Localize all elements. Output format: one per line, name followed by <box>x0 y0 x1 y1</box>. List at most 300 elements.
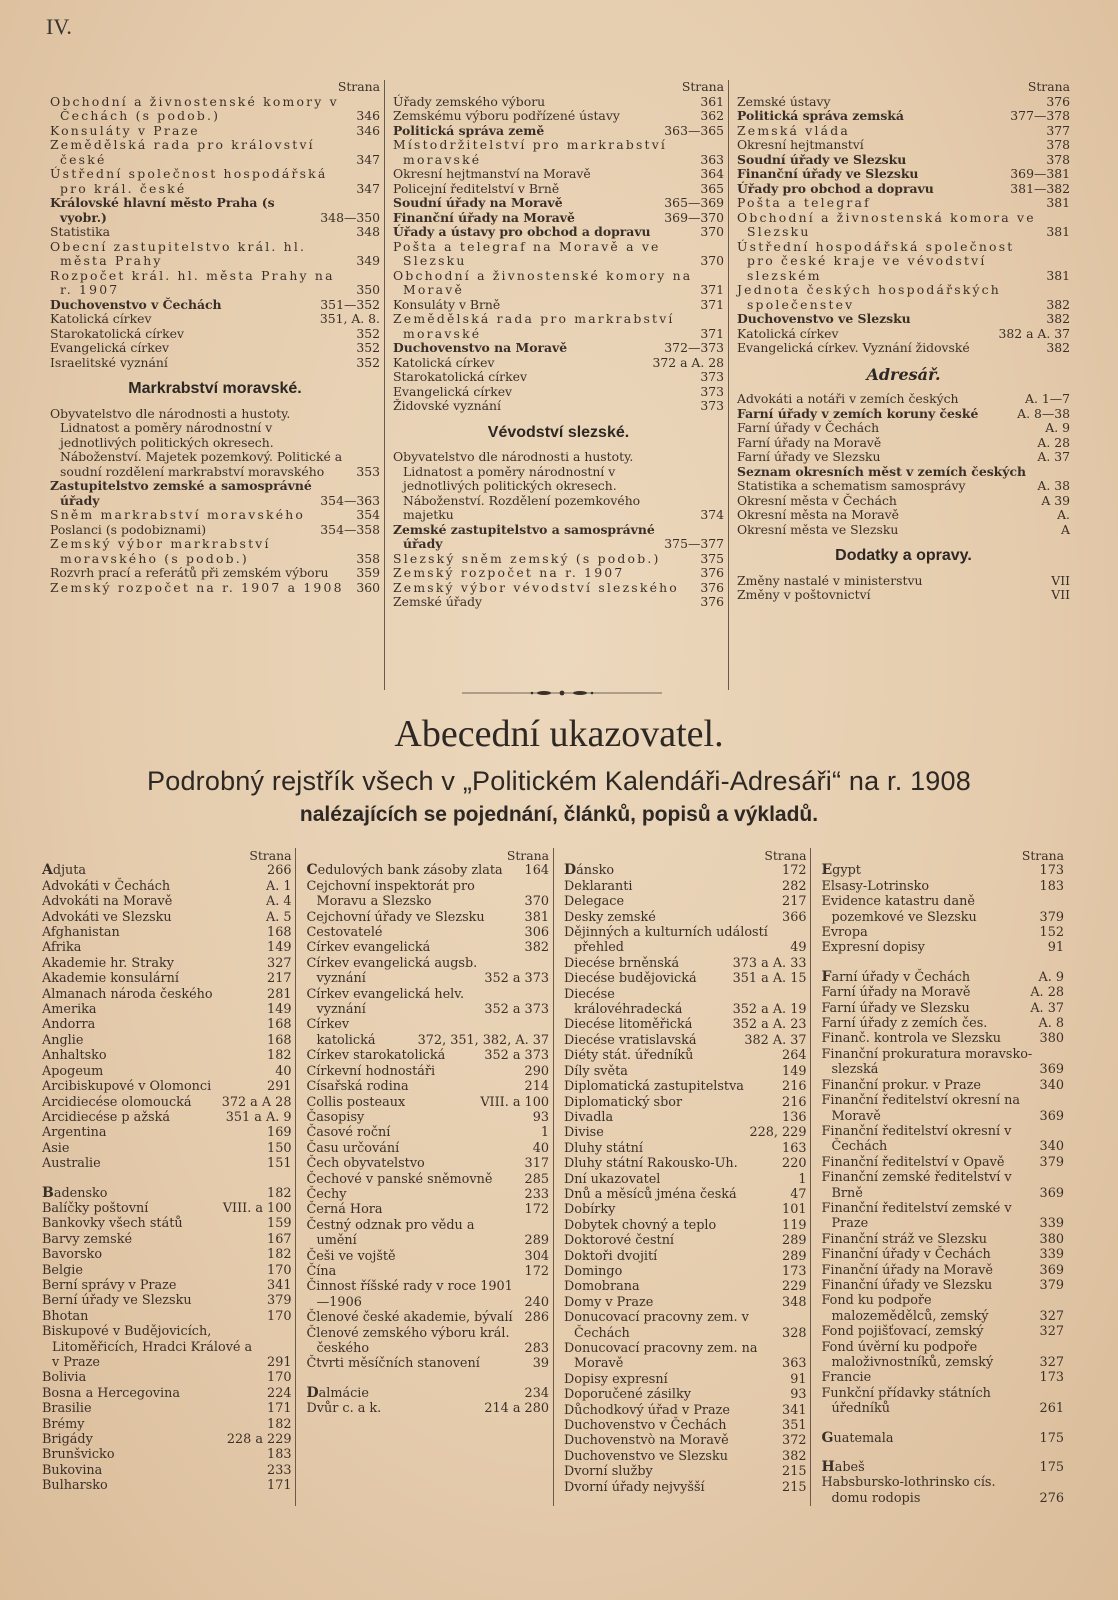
entry-title: Francie <box>821 1370 872 1386</box>
entry-page: A. 8 <box>1038 1016 1064 1032</box>
entry-page: 352 <box>356 354 380 370</box>
entry-title: Farní úřady v zemích koruny české <box>737 405 979 421</box>
index-entry <box>42 894 291 909</box>
index-entry <box>42 1386 291 1401</box>
index-entry <box>821 1340 1064 1371</box>
entry-title: Církev katolická <box>306 1017 376 1048</box>
entry-page: 282 <box>782 878 807 894</box>
entry-page: 382 A. 37 <box>744 1032 807 1048</box>
entry-title: Divise <box>563 1125 604 1141</box>
entry-title: Zemědělská rada pro markrabství moravské <box>393 311 675 341</box>
entry-page: 362 <box>700 108 724 123</box>
entry-page: 217 <box>267 971 292 987</box>
entry-title: Fond pojišťovací, zemský <box>821 1324 984 1340</box>
entry-title: Okresní města na Moravě <box>737 507 900 522</box>
contents-entry <box>50 124 380 139</box>
entry-page: 328 <box>782 1325 807 1341</box>
entry-title: Úřady pro obchod a dopravu <box>737 180 934 196</box>
entry-page: 164 <box>524 863 549 879</box>
entry-page: 341 <box>782 1402 807 1418</box>
entry-page: 283 <box>524 1341 549 1356</box>
contents-entry <box>393 450 724 523</box>
entry-page: 136 <box>782 1109 807 1125</box>
entry-title: Delegace <box>563 894 625 910</box>
letter-gap <box>821 1417 1064 1431</box>
entry-title: Advokáti na Moravě <box>42 894 173 910</box>
entry-page: 40 <box>532 1140 549 1156</box>
entry-page: 47 <box>790 1186 807 1202</box>
index-entry <box>821 1475 1064 1506</box>
entry-title: Diplomatický sbor <box>563 1094 683 1110</box>
entry-page: 317 <box>524 1156 549 1172</box>
entry-page: 372 <box>782 1433 807 1449</box>
strana-header: Strana <box>681 79 724 94</box>
entry-title: Akademie hr. Straky <box>42 955 174 971</box>
entry-title: Rozpočet král. hl. města Prahy na r. 1907 <box>50 267 335 297</box>
index-entry <box>564 987 807 1018</box>
entry-title: Biskupové v Budějovicích, Litoměřicích, Hradci Králové a v Praze <box>42 1324 253 1370</box>
entry-page: 352 a 373 <box>484 971 549 987</box>
index-entry <box>564 1064 807 1079</box>
entry-title: Deklaranti <box>563 878 633 894</box>
entry-page: 149 <box>267 1002 292 1018</box>
entry-page: 289 <box>782 1248 807 1264</box>
index-column <box>38 848 295 1506</box>
index-entry <box>306 956 549 987</box>
entry-page: 327 <box>1039 1308 1064 1324</box>
entry-page: 371 <box>700 282 724 297</box>
entry-title: Změny nastalé v ministerstvu <box>737 572 923 588</box>
entry-page: 350 <box>356 282 380 297</box>
entry-page: 376 <box>700 579 724 595</box>
contents-entry <box>737 523 1070 538</box>
entry-page: 369 <box>1039 1108 1064 1124</box>
entry-title: Diecése brněnská <box>563 955 680 971</box>
contents-entry <box>737 283 1070 312</box>
entry-title: Egypt <box>821 862 861 879</box>
index-entry <box>821 1001 1064 1016</box>
index-entry <box>564 1202 807 1217</box>
index-entry <box>564 1187 807 1202</box>
entry-title: Donucovací pracovny zem. na Moravě <box>563 1341 758 1372</box>
index-entry <box>306 1156 549 1171</box>
index-entry <box>42 1110 291 1125</box>
index-entry <box>564 1264 807 1279</box>
entry-title: Církevní hodnostáři <box>306 1063 436 1079</box>
entry-page: 370 <box>700 224 724 239</box>
contents-entry <box>393 196 724 211</box>
entry-page: 93 <box>790 1387 807 1403</box>
strana-header: Strana <box>1027 79 1070 94</box>
entry-title: Diecése litoměřická <box>563 1017 693 1033</box>
entry-page: 183 <box>267 1447 292 1463</box>
entry-page: 183 <box>1039 878 1064 894</box>
strana-header: Strana <box>506 848 549 863</box>
index-entry <box>821 925 1064 940</box>
entry-title: Úřady zemského výboru <box>393 93 546 109</box>
index-entry <box>821 1278 1064 1293</box>
contents-entry <box>50 138 380 167</box>
entry-title: Zastupitelstvo zemské a samosprávné úřady <box>50 478 312 508</box>
entry-page: 351—352 <box>320 296 380 312</box>
entry-title: Farní úřady ve Slezsku <box>821 1000 970 1016</box>
entry-page: 215 <box>782 1464 807 1480</box>
entry-page: 152 <box>1039 925 1064 941</box>
index-column <box>810 848 1068 1506</box>
entry-page: 1 <box>798 1171 807 1187</box>
entry-title: Finanční ředitelství v Opavě <box>821 1154 1005 1170</box>
entry-page: 378 <box>1046 151 1070 167</box>
index-entry <box>564 1403 807 1418</box>
entry-title: Změny v poštovnictví <box>737 587 871 602</box>
entry-title: Apogeum <box>42 1063 104 1079</box>
index-entry <box>306 1187 549 1202</box>
contents-entry <box>393 370 724 385</box>
entry-page: A. 28 <box>1037 434 1070 450</box>
entry-title: Politická správa zemská <box>737 108 904 123</box>
index-entry <box>564 1233 807 1248</box>
entry-title: Dějinných a kulturních událostí přehled <box>563 925 768 956</box>
entry-page: VII <box>1051 587 1070 602</box>
entry-page: 380 <box>1039 1031 1064 1047</box>
entry-title: Diéty stát. úředníků <box>563 1048 694 1064</box>
entry-page: 365 <box>700 180 724 196</box>
entry-title: Doktorové čestní <box>563 1233 675 1249</box>
entry-title: Bulharsko <box>42 1478 108 1494</box>
index-entry <box>42 1216 291 1231</box>
entry-page: 173 <box>1039 863 1064 879</box>
entry-page: 233 <box>524 1186 549 1202</box>
index-entry <box>42 1370 291 1385</box>
entry-title: Farní úřady na Moravě <box>737 434 882 450</box>
entry-page: 289 <box>782 1233 807 1249</box>
entry-page: 381 <box>1046 224 1070 239</box>
contents-entry <box>50 508 380 523</box>
entry-title: Evangelická církev <box>393 383 513 399</box>
entry-page: 150 <box>267 1140 292 1156</box>
entry-title: Finanč. kontrola ve Slezsku <box>821 1031 1001 1047</box>
entry-title: Finanční úřady ve Slezsku <box>821 1277 993 1293</box>
entry-page: 149 <box>782 1063 807 1079</box>
contents-entry <box>737 167 1070 182</box>
index-entry <box>306 1264 549 1279</box>
entry-title: Duchovenstvo ve Slezsku <box>737 311 911 326</box>
entry-page: 168 <box>267 925 292 941</box>
entry-page: 351, A. 8. <box>319 311 380 326</box>
entry-page: 233 <box>267 1462 292 1478</box>
entry-page: 340 <box>1039 1077 1064 1093</box>
entry-title: Zemědělská rada pro království české <box>50 137 315 167</box>
index-entry <box>42 1263 291 1278</box>
entry-page: 276 <box>1039 1490 1064 1506</box>
strana-header: Strana <box>337 79 380 94</box>
index-entry <box>821 894 1064 925</box>
entry-page: 382 a A. 37 <box>998 325 1070 341</box>
section-heading: Adresář. <box>866 364 941 384</box>
index-entry <box>564 879 807 894</box>
entry-page: 379 <box>267 1293 292 1309</box>
entry-page: 228, 229 <box>749 1125 807 1141</box>
index-entry <box>821 1078 1064 1093</box>
index-entry <box>306 940 549 955</box>
entry-title: Brigády <box>42 1432 93 1448</box>
entry-page: 304 <box>524 1248 549 1264</box>
entry-title: Čech obyvatelstvo <box>306 1156 425 1172</box>
entry-title: Statistika a schematism samosprávy <box>737 478 966 493</box>
entry-title: Diecése vratislavská <box>563 1032 697 1048</box>
entry-page: 376 <box>700 594 724 609</box>
entry-page: 377 <box>1046 122 1070 138</box>
entry-page: A. 38 <box>1037 478 1070 493</box>
entry-page: 352 a 373 <box>484 1048 549 1064</box>
entry-title: Finanční úřady na Moravě <box>393 209 575 225</box>
entry-page: A. 1—7 <box>1025 391 1070 406</box>
entry-page: A. 28 <box>1030 985 1064 1001</box>
contents-entry <box>50 537 380 566</box>
contents-entry <box>737 574 1070 589</box>
entry-page: 170 <box>267 1308 292 1324</box>
entry-page: 373 <box>700 383 724 399</box>
contents-entry <box>737 341 1070 356</box>
entry-page: 352 <box>356 340 380 355</box>
entry-title: Divadla <box>563 1109 614 1125</box>
index-entry <box>42 940 291 955</box>
entry-page: 351 a A. 15 <box>732 971 807 987</box>
entry-page: 168 <box>267 1032 292 1048</box>
entry-title: Církev evangelická helv. vyznání <box>306 986 465 1018</box>
entry-title: Diecése budějovická <box>563 971 697 987</box>
entry-page: 149 <box>267 940 292 956</box>
letter-gap <box>821 1446 1064 1460</box>
entry-title: Anglie <box>42 1032 84 1048</box>
contents-entry <box>393 182 724 197</box>
entry-page: 352 a 373 <box>484 1002 549 1018</box>
entry-title: Statistika <box>50 224 110 239</box>
index-entry <box>821 1031 1064 1046</box>
entry-title: Časové roční <box>306 1125 391 1141</box>
entry-page: 1 <box>540 1125 549 1141</box>
index-entry <box>306 1310 549 1325</box>
entry-page: 168 <box>267 1017 292 1033</box>
entry-title: Královské hlavní město Praha (s vyobr.) <box>50 195 275 225</box>
contents-entry <box>393 211 724 226</box>
contents-entry <box>737 508 1070 523</box>
entry-title: Okresní města v Čechách <box>737 492 897 508</box>
entry-page: 224 <box>267 1385 292 1401</box>
contents-entry <box>737 450 1070 465</box>
entry-page: 91 <box>790 1371 807 1387</box>
entry-page: 151 <box>267 1156 292 1172</box>
entry-title: Farní úřady ve Slezsku <box>737 449 881 464</box>
entry-title: Asie <box>42 1140 70 1156</box>
entry-page: A. 4 <box>265 894 292 910</box>
index-entry <box>306 1017 549 1048</box>
strana-header: Strana <box>764 848 807 863</box>
entry-page: 339 <box>1039 1247 1064 1263</box>
entry-page: 363 <box>782 1356 807 1372</box>
entry-title: Berní správy v Praze <box>42 1277 177 1293</box>
entry-page: 240 <box>524 1294 549 1310</box>
entry-title: Cejchovní úřady ve Slezsku <box>306 909 485 925</box>
contents-entry <box>737 240 1070 284</box>
contents-entry <box>50 298 380 313</box>
index-entry <box>42 863 291 878</box>
entry-page: 266 <box>267 863 292 879</box>
index-entry <box>306 1356 549 1371</box>
entry-page: 220 <box>782 1156 807 1172</box>
contents-entry <box>737 588 1070 603</box>
entry-title: Bhotan <box>42 1308 89 1324</box>
entry-page: 217 <box>782 894 807 910</box>
contents-entry <box>50 225 380 240</box>
entry-page: A. 9 <box>1038 969 1064 985</box>
index-entry <box>42 1125 291 1140</box>
index-entry <box>42 1048 291 1063</box>
index-column <box>553 848 811 1506</box>
entry-page: 173 <box>782 1263 807 1279</box>
entry-page: 215 <box>782 1479 807 1495</box>
entry-page: A. 9 <box>1045 420 1070 435</box>
letter-gap <box>306 1372 549 1386</box>
index-entry <box>564 1125 807 1140</box>
entry-page: 373 <box>700 398 724 413</box>
entry-page: 376 <box>700 565 724 580</box>
entry-title: Dvůr c. a k. <box>306 1401 382 1417</box>
index-entry <box>42 1293 291 1308</box>
contents-entry <box>393 523 724 552</box>
index-entry <box>821 1324 1064 1339</box>
entry-title: Češi ve vojště <box>306 1248 396 1264</box>
index-entry <box>306 1095 549 1110</box>
index-entry <box>821 1170 1064 1201</box>
index-entry <box>42 1401 291 1416</box>
entry-page: 373 a A. 33 <box>732 955 807 971</box>
entry-page: 285 <box>524 1171 549 1187</box>
entry-title: Zemskému výboru podřízené ústavy <box>393 108 620 123</box>
index-entry <box>306 1110 549 1125</box>
entry-page: 354—358 <box>320 521 380 537</box>
contents-entry <box>737 138 1070 153</box>
entry-title: Habsbursko-lothrinsko cís. domu rodopis <box>821 1475 996 1506</box>
entry-page: 291 <box>267 1079 292 1095</box>
contents-entry <box>393 167 724 182</box>
entry-page: 171 <box>267 1478 292 1494</box>
entry-page: 374 <box>700 507 724 522</box>
entry-page: 286 <box>524 1310 549 1326</box>
entry-title: Členové české akademie, bývalí <box>306 1310 513 1326</box>
entry-title: Doporučené zásilky <box>563 1387 691 1403</box>
entry-title: Finanční prokuratura moravsko-slezská <box>821 1046 1033 1078</box>
ornament-divider <box>462 688 662 698</box>
entry-title: Katolická církev <box>737 325 839 341</box>
entry-page: 381 <box>1046 195 1070 210</box>
contents-entry <box>50 356 380 371</box>
entry-title: Církev evangelická <box>306 940 431 956</box>
entry-title: Berní úřady ve Slezsku <box>42 1293 192 1309</box>
entry-page: 381 <box>1046 267 1070 283</box>
entry-page: 372 a A 28 <box>221 1094 292 1110</box>
index-entry <box>564 1141 807 1156</box>
entry-title: Zemské ústavy <box>737 93 831 109</box>
index-entry <box>42 1324 291 1370</box>
index-entry <box>42 1186 291 1201</box>
contents-entry <box>50 196 380 225</box>
entry-title: Důchodkový úřad v Praze <box>563 1402 730 1418</box>
index-entry <box>564 863 807 878</box>
contents-entry <box>393 595 724 610</box>
index-entry <box>821 1431 1064 1446</box>
entry-page: 359 <box>356 565 380 580</box>
contents-entry <box>50 327 380 342</box>
entry-page: 366 <box>782 909 807 925</box>
entry-page: 182 <box>267 1185 292 1201</box>
entry-page: 182 <box>267 1416 292 1432</box>
entry-title: Finanční úřady na Moravě <box>821 1262 993 1278</box>
entry-title: Brémy <box>42 1416 85 1432</box>
entry-title: Čestný odznak pro vědu a umění <box>306 1217 475 1249</box>
entry-page: 369 <box>1039 1185 1064 1201</box>
index-entry <box>42 1141 291 1156</box>
entry-title: Israelitské vyznání <box>50 354 168 370</box>
entry-title: Funkční přídavky státních úředníků <box>821 1385 991 1417</box>
entry-page: 170 <box>267 1262 292 1278</box>
contents-entry <box>737 196 1070 211</box>
index-entry <box>564 1372 807 1387</box>
entry-title: Času určování <box>306 1140 400 1156</box>
entry-page: A. 37 <box>1037 449 1070 464</box>
section-heading: Vévodství slezské. <box>487 423 630 441</box>
entry-title: Fond ku podpoře malozemědělců, zemský <box>821 1293 989 1324</box>
entry-title: Finanční ředitelství okresní na Moravě <box>821 1093 1021 1124</box>
entry-title: Konsuláty v Brně <box>393 296 501 312</box>
contents-entry <box>50 167 380 196</box>
entry-page: 369—381 <box>1010 166 1070 181</box>
index-column <box>295 848 553 1506</box>
contents-entry <box>50 95 380 124</box>
entry-page: 370 <box>524 894 549 910</box>
index-entry <box>821 863 1064 878</box>
index-entry <box>306 1125 549 1140</box>
entry-title: Farní úřady na Moravě <box>821 985 971 1001</box>
entry-title: Poslanci (s podobiznami) <box>50 521 207 537</box>
contents-entry <box>50 269 380 298</box>
entry-title: Evangelická církev. Vyznání židovské <box>737 340 970 355</box>
entry-page: 371 <box>700 325 724 341</box>
entry-page: 169 <box>267 1125 292 1141</box>
entry-title: Bolivia <box>42 1370 87 1386</box>
contents-entry <box>393 109 724 124</box>
entry-page: 234 <box>524 1385 549 1401</box>
index-entry <box>42 1463 291 1478</box>
entry-page: 163 <box>782 1140 807 1156</box>
contents-entry <box>393 356 724 371</box>
contents-column <box>728 80 1074 690</box>
entry-page: 354 <box>356 507 380 522</box>
entry-page: A. 5 <box>265 909 292 925</box>
index-entry <box>564 1172 807 1187</box>
entry-title: Starokatolická církev <box>50 325 184 341</box>
index-title: Abecední ukazovatel. <box>394 713 724 755</box>
entry-title: Černá Hora <box>306 1202 383 1218</box>
index-entry <box>42 879 291 894</box>
index-entry <box>564 1480 807 1495</box>
entry-title: Arcidiecése p ažská <box>42 1109 171 1125</box>
contents-entry <box>393 95 724 110</box>
entry-page: 363 <box>700 151 724 167</box>
entry-title: Duchovenstvo ve Slezsku <box>563 1448 728 1464</box>
entry-title: Dobytek chovný a teplo <box>563 1217 717 1233</box>
index-entry <box>306 1172 549 1187</box>
